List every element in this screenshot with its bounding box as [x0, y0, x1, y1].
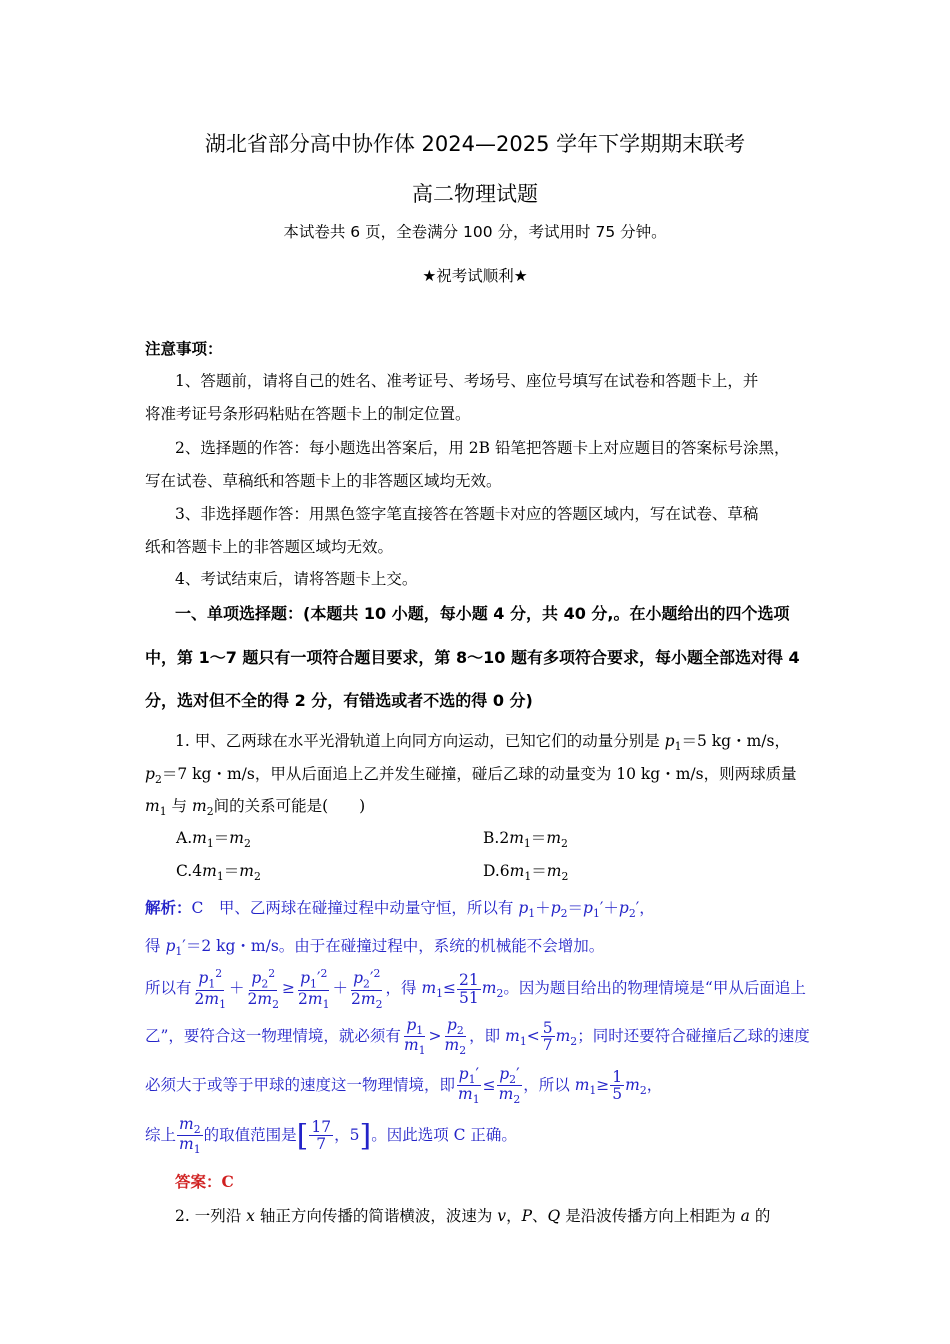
note-3-line-1: 3、非选择题作答：用黑色签字笔直接答在答题卡对应的答题区域内，写在试卷、草稿	[175, 505, 759, 523]
exam-title: 湖北省部分高中协作体 2024—2025 学年下学期期末联考	[204, 132, 746, 156]
question-2-line-1: 2. 一列沿 x 轴正方向传播的简谐横波，波速为 v，P、Q 是沿波传播方向上相距为 a 的	[175, 1207, 771, 1225]
question-1-line-3: $m_1$ 与 $m_2$间的关系可能是( )	[145, 797, 366, 819]
analysis-line-1: 解析：C 甲、乙两球在碰撞过程中动量守恒，所以有 $p_1+p_2=p_1'+p_2'$，	[145, 898, 655, 921]
note-1-line-2: 将准考证号条形码粘贴在答题卡上的制定位置。	[145, 405, 471, 423]
section-1-line-2: 中，第 1～7 题只有一项符合题目要求，第 8～10 题有多项符合要求，每小题全部选对得 4	[145, 648, 800, 667]
question-1-line-1: 1. 甲、乙两球在水平光滑轨道上向同方向运动，已知它们的动量分别是 $p_1=5$ kg・m/s，	[175, 732, 790, 754]
exam-wish: ★祝考试顺利★	[422, 267, 528, 285]
analysis-line-4: 乙”，要符合这一物理情境，就必须有 $\frac{p_1}{m_1}$ > $\frac{p_2}{m_2}$ ，即 $m_1<$ $\frac{5}{7}$ $m_2$；同时还要符合碰撞后乙球的速度	[145, 1016, 810, 1058]
option-b[interactable]: $B.2m_1=m_2$	[483, 829, 568, 851]
note-4: 4、考试结束后，请将答题卡上交。	[175, 570, 418, 588]
option-d[interactable]: $D.6m_1=m_2$	[483, 862, 569, 884]
analysis-line-5: 必须大于或等于甲球的速度这一物理情境，即 $\frac{p_1'}{m_1}$ ≤ $\frac{p_2'}{m_2}$ ，所以 $m_1\ge$ $\frac{1}{5}$ $m_2$，	[145, 1065, 663, 1107]
note-3-line-2: 纸和答题卡上的非答题区域均无效。	[145, 538, 394, 556]
answer-label: 答案：C	[175, 1172, 234, 1191]
section-1-line-3: 分，选对但不全的得 2 分，有错选或者不选的得 0 分)	[145, 691, 533, 710]
analysis-line-6: 综上 $\frac{m_2}{m_1}$ 的取值范围是[ $\frac{17}{7}$ ，5]。因此选项 C 正确。	[145, 1115, 517, 1157]
exam-info: 本试卷共 6 页，全卷满分 100 分，考试用时 75 分钟。	[283, 223, 667, 241]
option-a[interactable]: $A.m_1=m_2$	[176, 829, 251, 851]
analysis-line-3: 所以有 $\frac{p_1^2}{2m_1}$ ＋ $\frac{p_2^2}{2m_2}$ ≥ $\frac{p_1'^2}{2m_1}$ ＋ $\frac{p_2'^2}{2m_2}$ ，得 $m_1\le$ $\frac{21}{51}$ $m_2$。因为题目给出的物理情境是“甲从后面追上	[145, 967, 806, 1011]
note-2-line-2: 写在试卷、草稿纸和答题卡上的非答题区域均无效。	[145, 472, 502, 490]
note-2-line-1: 2、选择题的作答：每小题选出答案后，用 2B 铅笔把答题卡上对应题目的答案标号涂黑，	[175, 439, 790, 457]
section-1-line-1: 一、单项选择题：(本题共 10 小题，每小题 4 分，共 40 分,。在小题给出的四个选项	[175, 604, 790, 623]
analysis-line-2: 得 $p_1'=2$ kg・m/s。由于在碰撞过程中，系统的机械能不会增加。	[145, 937, 605, 959]
question-1-line-2: $p_2=7$ kg・m/s，甲从后面追上乙并发生碰撞，碰后乙球的动量变为 10 kg・m/s，则两球质量	[145, 765, 797, 787]
note-1-line-1: 1、答题前，请将自己的姓名、准考证号、考场号、座位号填写在试卷和答题卡上，并	[175, 372, 759, 390]
exam-subtitle: 高二物理试题	[412, 182, 538, 206]
option-c[interactable]: $C.4m_1=m_2$	[176, 862, 261, 884]
notes-heading: 注意事项：	[145, 340, 223, 358]
